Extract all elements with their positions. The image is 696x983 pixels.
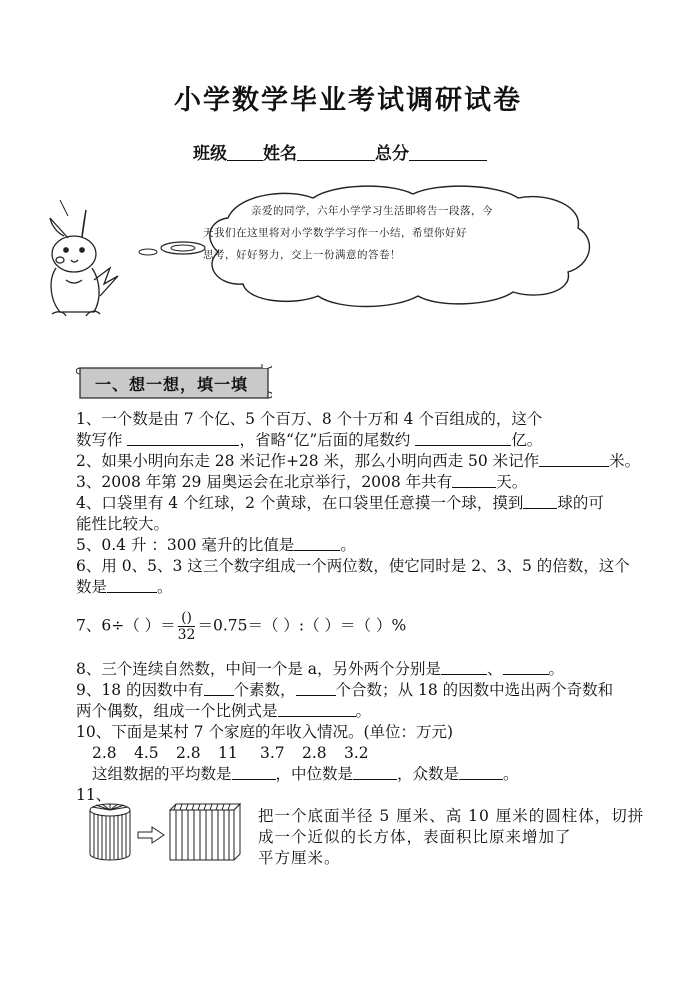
question-11-number: 11、 [76, 786, 112, 804]
question-2: 2、如果小明向东走 28 米记作+28 米，那么小明向西走 50 米记作 米。 [76, 452, 641, 470]
data-value: 4.5 [134, 744, 159, 762]
question-10: 10、下面是某村 7 个家庭的年收入情况。(单位：万元) [76, 723, 454, 741]
answer-blank[interactable] [107, 577, 157, 593]
section-title: 一、想一想，填一填 [95, 375, 249, 394]
question-10-answers: 这组数据的平均数是 ，中位数是 ，众数是 。 [92, 765, 519, 783]
greeting-line: 天我们在这里将对小学数学学习作一小结，希望你好好 [203, 227, 467, 239]
thought-bubble-small [139, 249, 157, 255]
question-5: 5、0.4 升 ：300 毫升的比值是 。 [76, 536, 356, 554]
answer-blank[interactable] [441, 659, 487, 675]
data-value: 2.8 [302, 744, 327, 762]
answer-blank[interactable] [459, 764, 503, 780]
question-8: 8、三个连续自然数，中间一个是 a，另外两个分别是 、 。 [76, 660, 565, 678]
question-4-line-1: 4、口袋里有 4 个红球，2 个黄球，在口袋里任意摸一个球，摸到 球的可 [76, 494, 604, 512]
data-value: 2.8 [176, 744, 201, 762]
question-11-text [258, 806, 645, 869]
answer-blank[interactable] [353, 764, 397, 780]
greeting-line: 思考，好好努力，交上一份满意的答卷！ [203, 249, 401, 261]
answer-blank[interactable] [415, 430, 511, 446]
data-value: 2.8 [92, 744, 117, 762]
thought-bubble-inner [171, 245, 195, 251]
greeting-message [203, 200, 538, 266]
class-blank[interactable] [227, 144, 263, 161]
ear-tip-icon [60, 200, 68, 216]
score-blank[interactable] [409, 144, 487, 161]
name-label: 姓名 [263, 144, 297, 164]
class-label: 班级 [193, 144, 227, 164]
answer-blank[interactable] [452, 472, 496, 488]
question-9-line-2: 两个偶数，组成一个比例式是 。 [76, 702, 372, 720]
question-9-line-1: 9、18 的因数中有 个素数， 个合数；从 18 的因数中选出两个奇数和 [76, 681, 614, 699]
question-7: 7、6÷（ ）＝ $\frac{()}{32}$ ＝0.75＝（ ）:（ ）＝（ ）% [76, 610, 407, 643]
q11-line: 把一个底面半径 5 厘米、高 10 厘米的圆柱体，切拼 [258, 807, 645, 825]
income-data-row [92, 743, 647, 764]
cylinder-to-cuboid-figure [86, 800, 246, 864]
answer-blank[interactable] [294, 535, 340, 551]
answer-blank[interactable] [232, 764, 276, 780]
arrow-right-icon [138, 827, 164, 843]
question-6-line-1: 6、用 0、5、3 这三个数字组成一个两位数，使它同时是 2、3、5 的倍数，这个 [76, 557, 630, 575]
pikachu-icon [50, 210, 118, 316]
answer-blank[interactable] [204, 680, 234, 696]
page-title: 小学数学毕业考试调研试卷 [174, 85, 522, 116]
question-1-line-1: 1、一个数是由 7 个亿、5 个百万、8 个十万和 4 个百组成的，这个 [76, 410, 543, 428]
q11-line: 成一个近似的长方体，表面积比原来增加了 [258, 828, 572, 846]
data-value: 3.2 [344, 744, 369, 762]
name-blank[interactable] [297, 144, 375, 161]
cuboid-icon [170, 804, 240, 860]
question-1-line-2: 数写作 ，省略“亿”后面的尾数约 亿。 [76, 431, 543, 449]
answer-blank[interactable] [127, 430, 239, 446]
answer-blank[interactable] [296, 680, 336, 696]
answer-blank[interactable] [503, 659, 549, 675]
score-label: 总分 [375, 144, 409, 164]
greeting-line: 亲爱的同学，六年小学学习生活即将告一段落，今 [251, 205, 493, 217]
question-3: 3、2008 年第 29 届奥运会在北京举行，2008 年共有 天。 [76, 473, 528, 491]
thought-bubble-large [161, 242, 205, 254]
q11-line: 平方厘米。 [258, 849, 341, 867]
answer-blank[interactable] [523, 493, 557, 509]
answer-blank[interactable] [539, 451, 609, 467]
fraction: $\frac{()}{32}$ [177, 610, 196, 643]
data-value: 3.7 [260, 744, 285, 762]
student-info-line [193, 139, 487, 164]
question-4-line-2: 能性比较大。 [76, 515, 170, 533]
cylinder-icon [90, 804, 130, 860]
question-6-line-2: 数是 。 [76, 578, 173, 596]
data-value: 11 [218, 744, 238, 762]
answer-blank[interactable] [278, 701, 356, 717]
